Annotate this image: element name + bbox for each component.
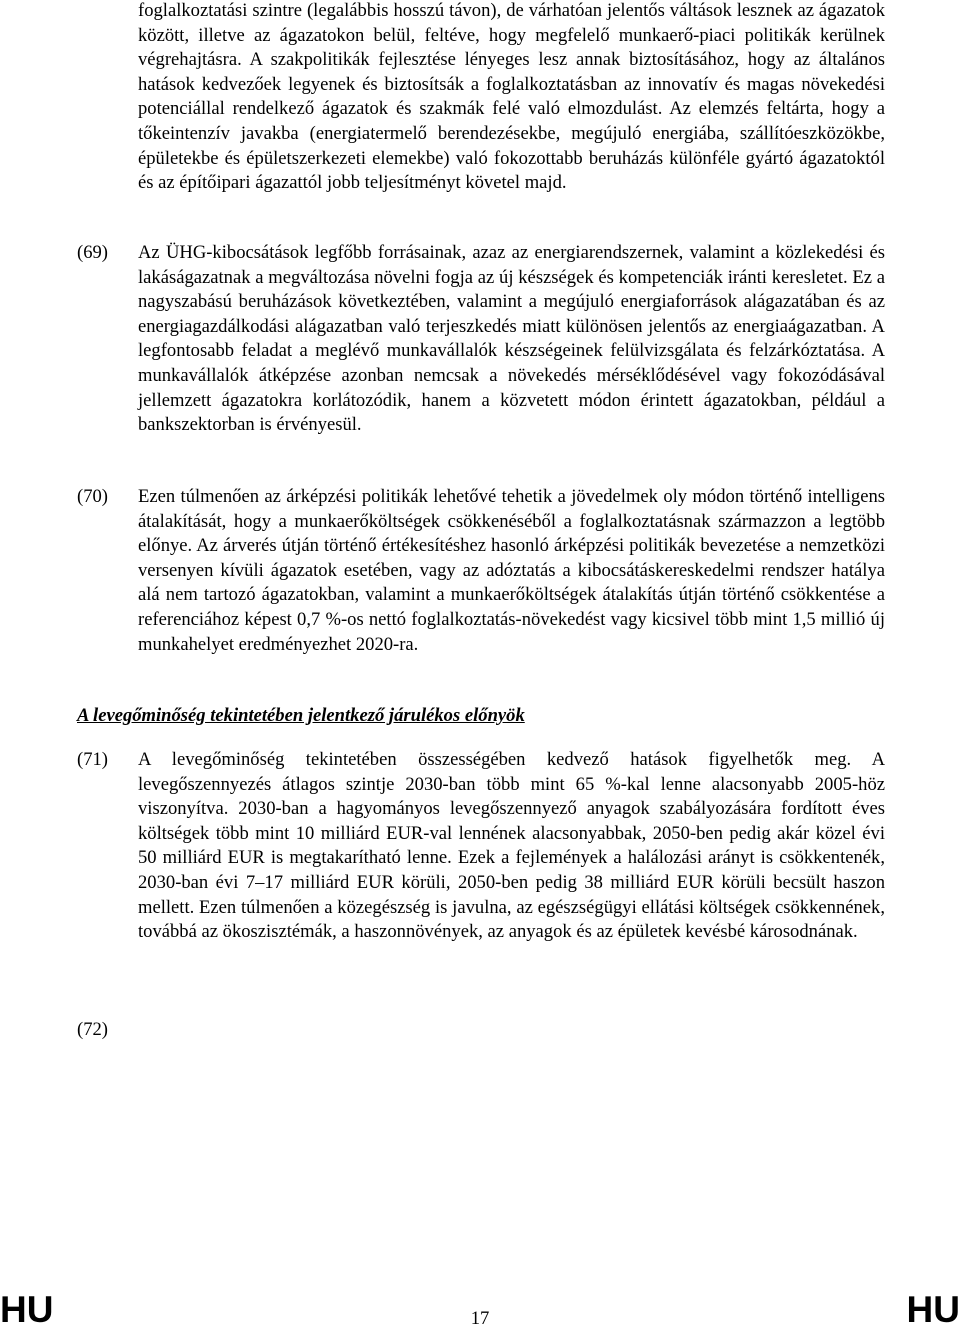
paragraph-number: (69) <box>77 242 108 263</box>
paragraph-69 <box>77 241 885 438</box>
paragraph-number: (71) <box>77 749 108 770</box>
paragraph-70 <box>77 485 885 657</box>
paragraph-text: Az ÜHG-kibocsátások legfőbb forrásainak, azaz az energiarendszernek, valamint a közlekedési és lakáságazatnak a megváltozása növelni fogja az új készségek és kompetenciák iránti keresletet. Ez a nagyszabású beruházások következtében, valamint a megújuló energiaforrások alágazatában és az energiagazdálkodási alágazatban való terjeszkedés miatt különösen jelentős az energiaágazatban. A legfontosabb feladat a meglévő munkavállalók készségeinek felülvizsgálata és felzárkóztatása. A munkavállalók átképzése azonban nemcsak a növekedés mérséklődésével vagy fokozódásával jellemzett ágazatokra korlátozódik, hanem a közvetett módon érintett ágazatokban, például a bankszektorban is érvényesül. <box>138 242 885 436</box>
paragraph-text: Ezen túlmenően az árképzési politikák lehetővé tehetik a jövedelmek oly módon történő intelligens átalakítását, hogy a munkaerőköltségek csökkenéséből a foglalkoztatásnak származzon a legtöbb előnye. Az árverés útján történő értékesítéshez hasonló árképzési politikák bevezetése a nemzetközi versenyen kívüli ágazatok esetében, vagy az adóztatás a kibocsátáskereskedelmi rendszer hatálya alá nem tartozó ágazatokban, valamint a munkaerőköltségek átalakítás útján történő csökkentése a referenciához képest 0,7 %-os nettó foglalkoztatás-növekedést vagy kicsivel több mint 1,5 millió új munkahelyet eredményezhet 2020-ra. <box>138 486 885 655</box>
page-number: 17 <box>470 1308 490 1329</box>
paragraph-number: (72) <box>77 1019 108 1040</box>
footer-language-right: HU <box>906 1289 960 1330</box>
paragraph-number: (70) <box>77 486 108 507</box>
footer-language-left: HU <box>0 1289 54 1330</box>
paragraph-continuation <box>77 0 885 196</box>
section-heading: A levegőminőség tekintetében jelentkező járulékos előnyök <box>77 705 525 726</box>
paragraph-text: foglalkoztatási szintre (legalábbis hosszú távon), de várhatóan jelentős váltások lesznek az ágazatok között, illetve az ágazatokon belül, feltéve, hogy megfelelő munkaerő-piaci politikák kerülnek végrehajtásra. A szakpolitikák fejlesztése lényeges lesz annak biztosításához, hogy az általános hatások kedvezőek legyenek és biztosítsák a foglalkoztatásban az innovatív és magas növekedési potenciállal rendelkező ágazatok és szakmák felé való elmozdulást. Az elemzés feltárta, hogy a tőkeintenzív javakba (energiatermelő berendezésekbe, megújuló energiába, szállítóeszközökbe, épületekbe és épületszerkezeti elemekbe) való fokozottabb beruházás különféle gyártó ágazatoktól és az építőipari ágazattól jobb teljesítményt követel majd. <box>138 0 885 194</box>
paragraph-71 <box>77 748 885 945</box>
paragraph-text: A levegőminőség tekintetében összességében kedvező hatások figyelhetők meg. A levegőszennyezés átlagos szintje 2030-ban több mint 65 %-kal lenne alacsonyabb 2005-höz viszonyítva. 2030-ban a hagyományos levegőszennyező anyagok szabályozására fordított éves költségek több mint 10 milliárd EUR-val lennének alacsonyabbak, 2050-ben pedig akár közel évi 50 milliárd EUR is megtakarítható lenne. Ezek a fejlemények a halálozási arányt is csökkentenék, 2030-ban évi 7–17 milliárd EUR körüli, 2050-ben pedig 38 milliárd EUR körüli becsült haszon mellett. Ezen túlmenően a közegészség is javulna, az egészségügyi ellátási költségek csökkennének, továbbá az ökoszisztémák, a haszonnövények, az anyagok és az épületek kevésbé károsodnának. <box>138 749 885 943</box>
